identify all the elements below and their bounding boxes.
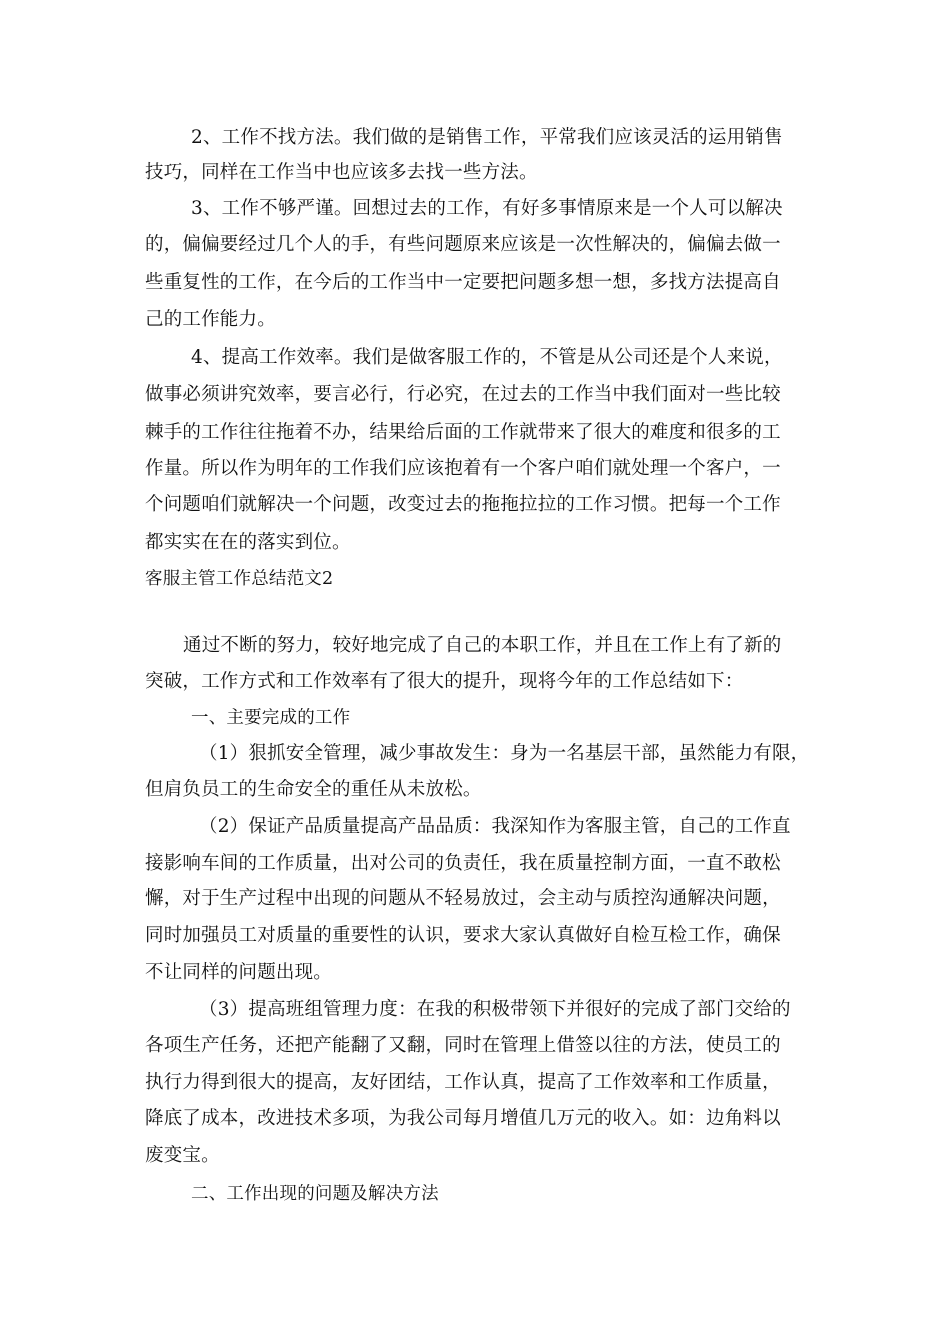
- paragraph-line: （2）保证产品质量提高产品品质：我深知作为客服主管，自己的工作直: [199, 816, 791, 837]
- paragraph-line: （1）狠抓安全管理，减少事故发生：身为一名基层干部，虽然能力有限，: [199, 743, 810, 764]
- paragraph-line: 3、工作不够严谨。回想过去的工作，有好多事情原来是一个人可以解决: [191, 198, 783, 219]
- paragraph-line: 通过不断的努力，较好地完成了自己的本职工作，并且在工作上有了新的: [183, 635, 782, 656]
- paragraph-line: 的，偏偏要经过几个人的手，有些问题原来应该是一次性解决的，偏偏去做一: [145, 234, 781, 255]
- paragraph-line: （3）提高班组管理力度：在我的积极带领下并很好的完成了部门交给的: [199, 999, 791, 1020]
- paragraph-line: 但肩负员工的生命安全的重任从未放松。: [145, 779, 482, 800]
- paragraph-line: 4、提高工作效率。我们是做客服工作的，不管是从公司还是个人来说，: [191, 347, 783, 368]
- paragraph-line: 接影响车间的工作质量，出对公司的负责任，我在质量控制方面，一直不敢松: [145, 853, 781, 874]
- paragraph-line: 执行力得到很大的提高，友好团结，工作认真，提高了工作效率和工作质量，: [145, 1072, 781, 1093]
- paragraph-line: 己的工作能力。: [145, 309, 276, 330]
- paragraph-line: 做事必须讲究效率，要言必行，行必究，在过去的工作当中我们面对一些比较: [145, 384, 781, 405]
- paragraph-line: 突破，工作方式和工作效率有了很大的提升，现将今年的工作总结如下：: [145, 671, 744, 692]
- paragraph-line: 废变宝。: [145, 1145, 220, 1166]
- paragraph-line: 各项生产任务，还把产能翻了又翻，同时在管理上借签以往的方法，使员工的: [145, 1035, 781, 1056]
- section-title: 客服主管工作总结范文2: [145, 569, 334, 589]
- paragraph-line: 作量。所以作为明年的工作我们应该抱着有一个客户咱们就处理一个客户，一: [145, 458, 781, 479]
- paragraph-line: 个问题咱们就解决一个问题，改变过去的拖拖拉拉的工作习惯。把每一个工作: [145, 494, 781, 515]
- paragraph-line: 同时加强员工对质量的重要性的认识，要求大家认真做好自检互检工作，确保: [145, 925, 781, 946]
- paragraph-line: 2、工作不找方法。我们做的是销售工作，平常我们应该灵活的运用销售: [191, 127, 783, 148]
- subsection-title: 二、工作出现的问题及解决方法: [191, 1184, 439, 1204]
- paragraph-line: 不让同样的问题出现。: [145, 962, 333, 983]
- paragraph-line: 降底了成本，改进技术多项，为我公司每月增值几万元的收入。如：边角料以: [145, 1108, 781, 1129]
- paragraph-line: 都实实在在的落实到位。: [145, 532, 351, 553]
- paragraph-line: 技巧，同样在工作当中也应该多去找一些方法。: [145, 162, 538, 183]
- paragraph-line: 懈，对于生产过程中出现的问题从不轻易放过，会主动与质控沟通解决问题，: [145, 888, 781, 909]
- subsection-title: 一、主要完成的工作: [191, 708, 351, 728]
- paragraph-line: 棘手的工作往往拖着不办，结果给后面的工作就带来了很大的难度和很多的工: [145, 422, 781, 443]
- paragraph-line: 些重复性的工作，在今后的工作当中一定要把问题多想一想，多找方法提高自: [145, 272, 781, 293]
